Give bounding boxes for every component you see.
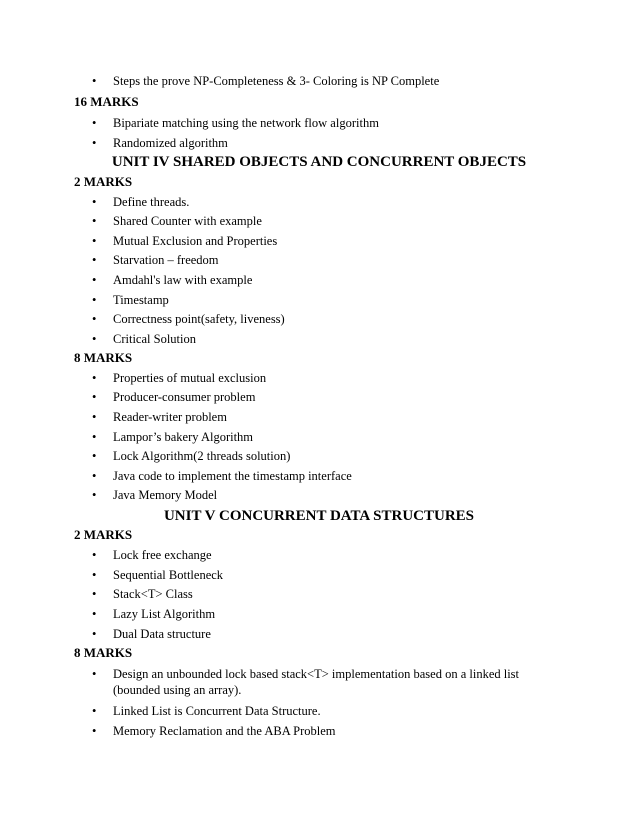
bullet-glyph: • [92,371,97,385]
bullet-glyph: • [92,704,97,718]
list-item-text: Java Memory Model [113,488,218,502]
bullet-glyph: • [92,136,97,150]
list-item [92,567,562,583]
bullet-glyph: • [92,214,97,228]
list-item-text: Producer-consumer problem [113,390,256,404]
list-item-text: Lock Algorithm(2 threads solution) [113,449,291,463]
bullet-glyph: • [92,627,97,641]
bullet-glyph: • [92,390,97,404]
list-item [92,135,562,151]
bullet-glyph: • [92,488,97,502]
marks-heading-8: 8 MARKS [74,350,133,365]
bullet-glyph: • [92,332,97,346]
list-item-text: Properties of mutual exclusion [113,371,267,385]
bullet-glyph: • [92,293,97,307]
marks-heading-16: 16 MARKS [74,94,139,109]
bullet-glyph: • [92,469,97,483]
list-item-text: Amdahl's law with example [113,273,253,287]
bullet-glyph: • [92,587,97,601]
bullet-glyph: • [92,116,97,130]
list-item [92,389,562,405]
list-item [92,429,562,445]
marks-heading-2: 2 MARKS [74,527,133,542]
list-item [92,194,562,210]
bullet-glyph: • [92,234,97,248]
list-item [92,723,562,739]
list-item [92,626,562,642]
list-item-text: Sequential Bottleneck [113,568,224,582]
list-item-text: Linked List is Concurrent Data Structure. [113,704,321,718]
list-item-text: Randomized algorithm [113,136,228,150]
marks-heading-8: 8 MARKS [74,645,133,660]
list-item [92,487,562,503]
unit-4-title: UNIT IV SHARED OBJECTS AND CONCURRENT OBJECTS [111,154,527,170]
list-item [92,547,562,563]
list-item-text: Critical Solution [113,332,196,346]
bullet-glyph: • [92,724,97,738]
list-item-text: Java code to implement the timestamp interface [113,469,352,483]
list-item [92,448,562,464]
list-item-text: Starvation – freedom [113,253,219,267]
list-item [92,272,562,288]
list-item [92,468,562,484]
list-item-text: Lampor’s bakery Algorithm [113,430,254,444]
bullet-glyph: • [92,449,97,463]
list-item [92,370,562,386]
list-item-text: Lock free exchange [113,548,212,562]
bullet-glyph: • [92,430,97,444]
list-item [92,213,562,229]
list-item [92,311,562,327]
list-item [92,606,562,622]
list-item [92,666,522,698]
unit-5-title: UNIT V CONCURRENT DATA STRUCTURES [163,508,475,524]
list-item-text: Correctness point(safety, liveness) [113,312,285,326]
list-item-text: Dual Data structure [113,627,211,641]
bullet-glyph: • [92,568,97,582]
bullet-glyph: • [92,195,97,209]
bullet-glyph: • [92,548,97,562]
bullet-glyph: • [92,667,97,681]
bullet-glyph: • [92,607,97,621]
list-item-text: Bipariate matching using the network flow algorithm [113,116,379,130]
bullet-glyph: • [92,253,97,267]
list-item [92,115,562,131]
list-item [92,233,562,249]
list-item-text: Define threads. [113,195,190,209]
bullet-glyph: • [92,74,97,88]
list-item-text: Lazy List Algorithm [113,607,216,621]
list-item [92,409,562,425]
list-item-text: Stack<T> Class [113,587,193,601]
list-item-text: Mutual Exclusion and Properties [113,234,278,248]
bullet-glyph: • [92,312,97,326]
list-item [92,331,562,347]
list-item [92,703,562,719]
list-item [92,586,562,602]
bullet-glyph: • [92,410,97,424]
list-item [92,252,562,268]
list-item-text: Shared Counter with example [113,214,262,228]
list-item-text: Design an unbounded lock based stack<T> implementation based on a linked list (bounded using an array). [113,667,520,697]
list-item-text: Reader-writer problem [113,410,227,424]
list-item [92,292,562,308]
list-item-text: Steps the prove NP-Completeness & 3- Coloring is NP Complete [113,74,440,88]
list-item-text: Memory Reclamation and the ABA Problem [113,724,336,738]
marks-heading-2: 2 MARKS [74,174,133,189]
bullet-glyph: • [92,273,97,287]
list-item-text: Timestamp [113,293,169,307]
list-item [92,73,562,89]
